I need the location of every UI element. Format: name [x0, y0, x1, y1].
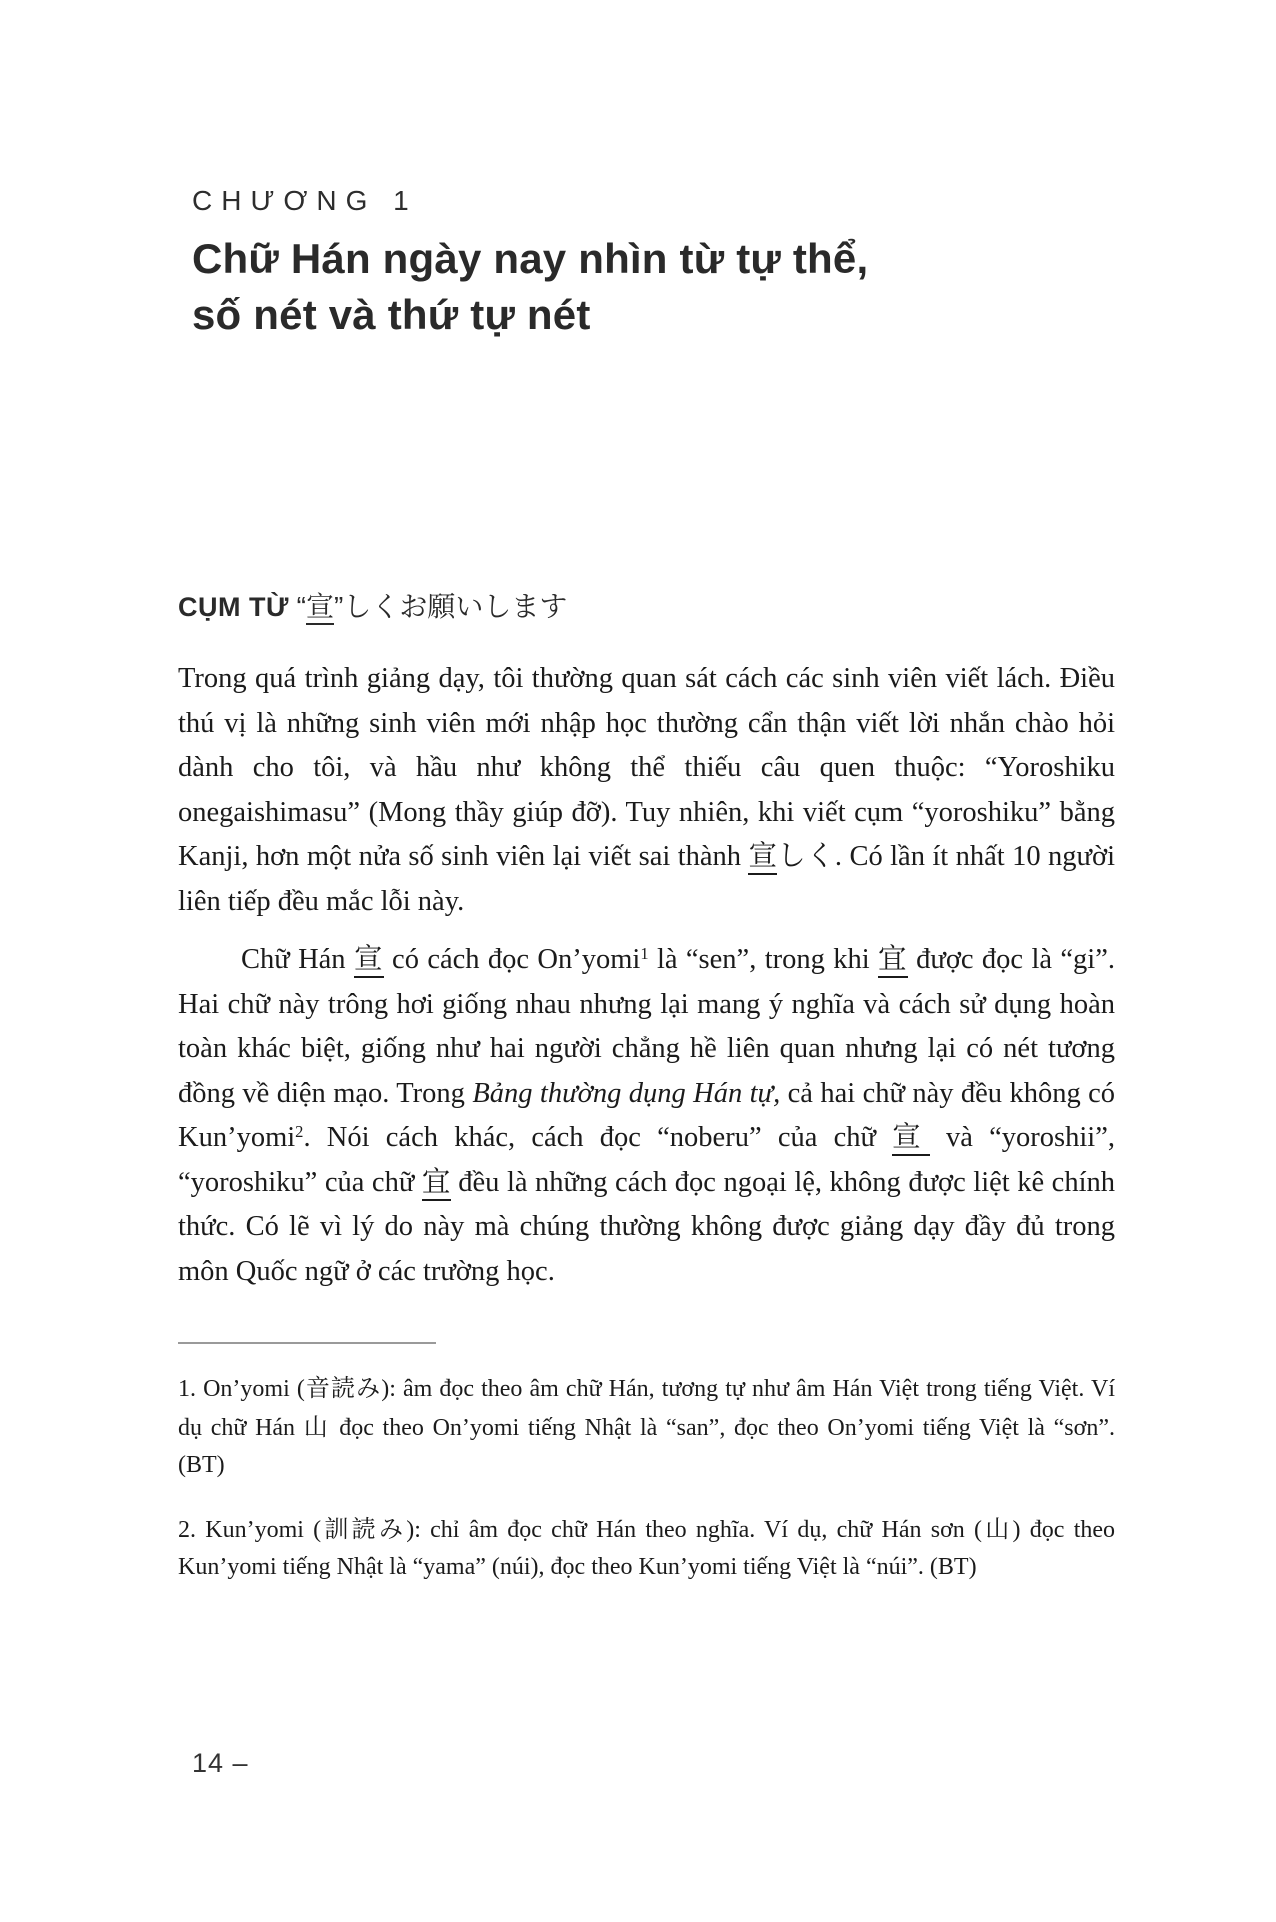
- text-segment: . Có lần ít nhất 10 người liên tiếp đều mắc lỗi này.: [178, 841, 1115, 917]
- text-segment: có cách đọc On’yomi: [383, 944, 641, 975]
- section-phrase: [289, 591, 567, 625]
- text-segment: ): chỉ âm đọc chữ Hán theo nghĩa. Ví dụ, chữ Hán sơn (: [406, 1516, 983, 1543]
- text-segment: 宣: [892, 1122, 930, 1156]
- section-label: CỤM TỪ: [178, 592, 289, 622]
- text-segment: 宜: [878, 944, 908, 978]
- text-segment: cả hai chữ này đều không có Kun’yomi: [178, 1077, 1115, 1153]
- text-segment: 2: [295, 1121, 304, 1141]
- text-segment: 宣: [306, 591, 334, 625]
- text-segment: 音読み: [304, 1375, 382, 1402]
- text-segment: đọc theo On’yomi tiếng Nhật là “san”, đọc theo On’yomi tiếng Việt là “sơn”. (BT): [178, 1414, 1115, 1478]
- text-segment: ) đọc theo Kun’yomi tiếng Nhật là “yama” (núi), đọc theo Kun’yomi tiếng Việt là “núi”. (BT): [178, 1516, 1116, 1580]
- chapter-title-line1: Chữ Hán ngày nay nhìn từ tự thể,: [192, 235, 869, 282]
- footnote-2: [178, 1511, 1115, 1587]
- text-segment: và “yoroshii”, “yoroshiku” của chữ: [178, 1122, 1115, 1198]
- text-segment: Bảng thường dụng Hán tự,: [472, 1077, 781, 1109]
- text-segment: 訓読み: [321, 1515, 407, 1543]
- paragraph-2: [178, 938, 1115, 1294]
- text-segment: Trong quá trình giảng dạy, tôi thường quan sát cách các sinh viên viết lách. Điều thú vị là những sinh viên mới nhập học thường cẩn thận viết lời nhắn chào hỏi dành cho tôi, và hầu như không thể thiếu câu quen thuộc: “Yoroshiku onegaishimasu” (Mong thầy giúp đỡ). Tuy nhiên, khi viết cụm “yoroshiku” bằng Kanji, hơn một nửa số sinh viên lại viết sai thành: [178, 663, 1115, 872]
- text-segment: “: [288, 591, 306, 622]
- text-segment: . Nói cách khác, cách đọc “noberu” của chữ: [303, 1122, 893, 1153]
- text-segment: là “sen”, trong khi: [648, 944, 879, 975]
- footnote-1: [178, 1370, 1115, 1485]
- text-segment: 宣: [748, 841, 777, 875]
- footnote-divider: [178, 1342, 436, 1344]
- page-number: 14 –: [192, 1748, 249, 1778]
- text-segment: đều là những cách đọc ngoại lệ, không được liệt kê chính thức. Có lẽ vì lý do này mà chúng thường không được giảng dạy đầy đủ trong môn Quốc ngữ ở các trường học.: [178, 1166, 1115, 1287]
- text-segment: Chữ Hán: [241, 944, 354, 975]
- chapter-title: [192, 231, 1115, 343]
- text-segment: 山: [303, 1413, 331, 1441]
- chapter-label: CHƯƠNG 1: [192, 185, 418, 216]
- text-segment: 宣: [354, 944, 384, 978]
- section-heading: [178, 585, 1115, 625]
- text-segment: 2. Kun’yomi (: [178, 1516, 322, 1543]
- text-segment: 1: [640, 943, 649, 963]
- text-segment: 1. On’yomi (: [178, 1376, 305, 1402]
- text-segment: được đọc là “gi”. Hai chữ này trông hơi giống nhau nhưng lại mang ý nghĩa và cách sử dụng hoàn toàn khác biệt, giống như hai người chẳng hề liên quan nhưng lại có nét tương đồng về diện mạo. Trong: [178, 944, 1115, 1109]
- text-segment: ”しくお願いします: [334, 591, 568, 622]
- text-segment: しく: [777, 841, 835, 872]
- text-segment: 山: [982, 1515, 1013, 1543]
- paragraph-1: [178, 657, 1115, 924]
- chapter-title-line2: số nét và thứ tự nét: [192, 291, 591, 338]
- text-segment: 宜: [422, 1167, 451, 1201]
- text-segment: ): âm đọc theo âm chữ Hán, tương tự như âm Hán Việt trong tiếng Việt. Ví dụ chữ Hán: [178, 1376, 1116, 1441]
